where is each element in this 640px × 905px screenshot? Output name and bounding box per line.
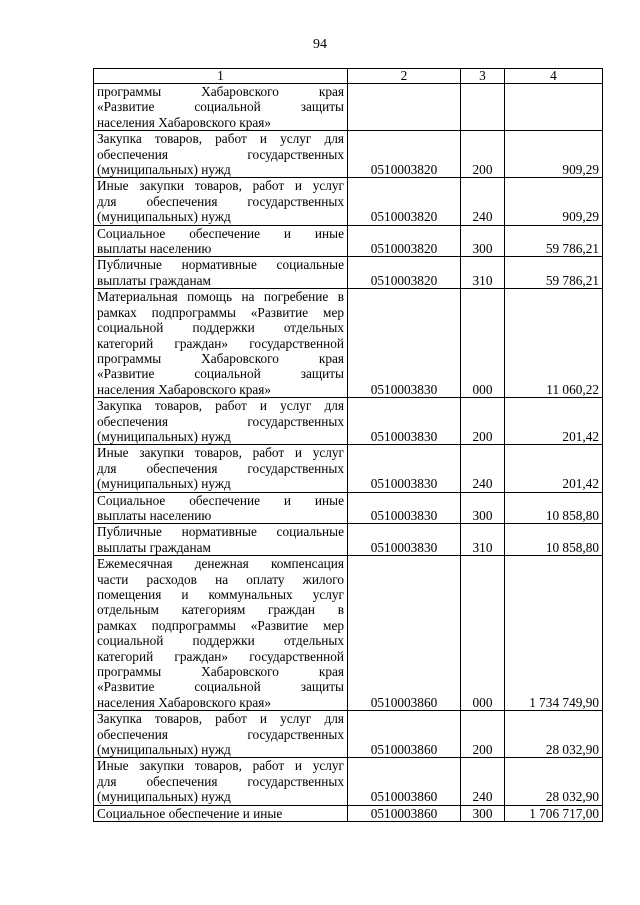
expense-name-line: программы Хабаровского края <box>97 664 344 680</box>
expense-name-line: (муниципальных) нужд <box>97 209 231 225</box>
expense-type-cell: 310 <box>461 524 505 556</box>
table-body <box>94 84 603 822</box>
table-row <box>94 131 603 178</box>
expense-name-line: категорий граждан» государственной <box>97 335 344 351</box>
expense-name-line: категорий граждан» государственной <box>97 648 344 664</box>
expense-name-line: выплаты гражданам <box>97 539 211 555</box>
expense-type-cell: 000 <box>461 289 505 398</box>
expense-name-line: «Развитие социальной защиты <box>97 99 344 115</box>
page-number: 94 <box>313 37 327 52</box>
expense-name-line: программы Хабаровского края <box>97 84 344 99</box>
target-article-code-cell: 0510003860 <box>348 711 461 758</box>
expense-name-line: Закупка товаров, работ и услуг для <box>97 131 344 147</box>
target-article-code-cell: 0510003830 <box>348 524 461 556</box>
amount-cell: 59 786,21 <box>505 225 603 257</box>
expense-name-line: выплаты населению <box>97 241 212 257</box>
amount-cell: 11 060,22 <box>505 289 603 398</box>
expense-name-cell <box>94 711 348 758</box>
expense-name-cell <box>94 445 348 492</box>
expense-type-cell: 240 <box>461 445 505 492</box>
expense-name-line: Социальное обеспечение и иные <box>97 225 344 241</box>
expense-name-cell <box>94 398 348 445</box>
expense-name-line: социальной поддержки отдельных <box>97 320 344 336</box>
expense-name-cell <box>94 289 348 398</box>
table-row <box>94 758 603 805</box>
expense-name-line: Публичные нормативные социальные <box>97 524 344 540</box>
target-article-code-cell: 0510003860 <box>348 758 461 805</box>
expense-name-cell <box>94 524 348 556</box>
table-row <box>94 711 603 758</box>
expense-name-line: Иные закупки товаров, работ и услуг <box>97 445 344 461</box>
expense-name-line: помещения и коммунальных услуг <box>97 587 344 602</box>
target-article-code-cell: 0510003820 <box>348 131 461 178</box>
expense-name-line: населения Хабаровского края» <box>97 381 272 397</box>
expense-name-line: отдельным категориям граждан в <box>97 602 344 618</box>
expense-name-cell <box>94 805 348 821</box>
amount-cell: 1 706 717,00 <box>505 805 603 821</box>
target-article-code-cell: 0510003860 <box>348 805 461 821</box>
expense-name-line: части расходов на оплату жилого <box>97 571 344 587</box>
expense-name-line: Социальное обеспечение и иные <box>97 492 344 508</box>
target-article-code-cell <box>348 84 461 131</box>
expense-name-line: выплаты населению <box>97 507 212 523</box>
expense-type-cell: 240 <box>461 178 505 225</box>
expense-name-line: Закупка товаров, работ и услуг для <box>97 711 344 727</box>
amount-cell: 201,42 <box>505 398 603 445</box>
target-article-code-cell: 0510003860 <box>348 556 461 711</box>
expense-name-cell <box>94 84 348 131</box>
table-row <box>94 524 603 556</box>
expense-name-cell <box>94 257 348 289</box>
expense-name-line: выплаты гражданам <box>97 272 211 288</box>
expense-type-cell <box>461 84 505 131</box>
expense-name-line: Материальная помощь на погребение в <box>97 289 344 305</box>
table-row <box>94 225 603 257</box>
expense-name-line: Публичные нормативные социальные <box>97 257 344 273</box>
expense-name-cell <box>94 131 348 178</box>
expense-name-line: обеспечения государственных <box>97 726 344 742</box>
table-row <box>94 398 603 445</box>
amount-cell: 1 734 749,90 <box>505 556 603 711</box>
expense-name-line: обеспечения государственных <box>97 146 344 162</box>
expense-type-cell: 300 <box>461 225 505 257</box>
target-article-code-cell: 0510003830 <box>348 398 461 445</box>
amount-cell: 909,29 <box>505 178 603 225</box>
table-row <box>94 492 603 524</box>
table-header-row <box>94 69 603 84</box>
expense-name-line: (муниципальных) нужд <box>97 162 231 178</box>
target-article-code-cell: 0510003820 <box>348 225 461 257</box>
expense-type-cell: 200 <box>461 131 505 178</box>
expense-name-line: (муниципальных) нужд <box>97 476 231 492</box>
expense-type-cell: 240 <box>461 758 505 805</box>
expense-name-cell <box>94 225 348 257</box>
expense-name-line: Социальное обеспечение и иные <box>97 805 283 821</box>
expense-name-line: (муниципальных) нужд <box>97 428 231 444</box>
expense-type-cell: 000 <box>461 556 505 711</box>
expense-name-cell <box>94 178 348 225</box>
budget-table <box>93 68 603 822</box>
expense-name-line: программы Хабаровского края <box>97 350 344 366</box>
amount-cell: 201,42 <box>505 445 603 492</box>
expense-name-line: населения Хабаровского края» <box>97 694 272 710</box>
expense-name-line: Закупка товаров, работ и услуг для <box>97 398 344 414</box>
table-row <box>94 84 603 131</box>
expense-name-line: обеспечения государственных <box>97 413 344 429</box>
table-row <box>94 178 603 225</box>
amount-cell: 10 858,80 <box>505 492 603 524</box>
expense-name-line: рамках подпрограммы «Развитие мер <box>97 617 344 633</box>
expense-name-line: для обеспечения государственных <box>97 460 344 476</box>
expense-name-line: «Развитие социальной защиты <box>97 366 344 382</box>
expense-name-cell <box>94 556 348 711</box>
target-article-code-cell: 0510003830 <box>348 289 461 398</box>
expense-name-line: (муниципальных) нужд <box>97 789 231 805</box>
amount-cell: 28 032,90 <box>505 711 603 758</box>
table-row <box>94 805 603 821</box>
expense-name-line: для обеспечения государственных <box>97 193 344 209</box>
expense-type-cell: 200 <box>461 711 505 758</box>
column-header-type: 3 <box>461 69 505 84</box>
expense-name-line: (муниципальных) нужд <box>97 742 231 758</box>
expense-name-line: населения Хабаровского края» <box>97 114 272 130</box>
expense-type-cell: 200 <box>461 398 505 445</box>
table-row <box>94 289 603 398</box>
expense-name-line: для обеспечения государственных <box>97 773 344 789</box>
expense-name-line: Иные закупки товаров, работ и услуг <box>97 758 344 774</box>
amount-cell <box>505 84 603 131</box>
column-header-code: 2 <box>348 69 461 84</box>
expense-name-line: рамках подпрограммы «Развитие мер <box>97 304 344 320</box>
expense-name-cell <box>94 758 348 805</box>
expense-type-cell: 310 <box>461 257 505 289</box>
amount-cell: 59 786,21 <box>505 257 603 289</box>
target-article-code-cell: 0510003830 <box>348 492 461 524</box>
column-header-sum: 4 <box>505 69 603 84</box>
expense-type-cell: 300 <box>461 805 505 821</box>
expense-name-line: Ежемесячная денежная компенсация <box>97 556 344 572</box>
table-row <box>94 445 603 492</box>
amount-cell: 909,29 <box>505 131 603 178</box>
target-article-code-cell: 0510003820 <box>348 178 461 225</box>
expense-name-line: Иные закупки товаров, работ и услуг <box>97 178 344 194</box>
expense-name-line: «Развитие социальной защиты <box>97 679 344 695</box>
expense-type-cell: 300 <box>461 492 505 524</box>
table-row <box>94 257 603 289</box>
column-header-name: 1 <box>94 69 348 84</box>
amount-cell: 28 032,90 <box>505 758 603 805</box>
expense-name-cell <box>94 492 348 524</box>
expense-name-line: социальной поддержки отдельных <box>97 633 344 649</box>
amount-cell: 10 858,80 <box>505 524 603 556</box>
target-article-code-cell: 0510003830 <box>348 445 461 492</box>
target-article-code-cell: 0510003820 <box>348 257 461 289</box>
table-row <box>94 556 603 711</box>
